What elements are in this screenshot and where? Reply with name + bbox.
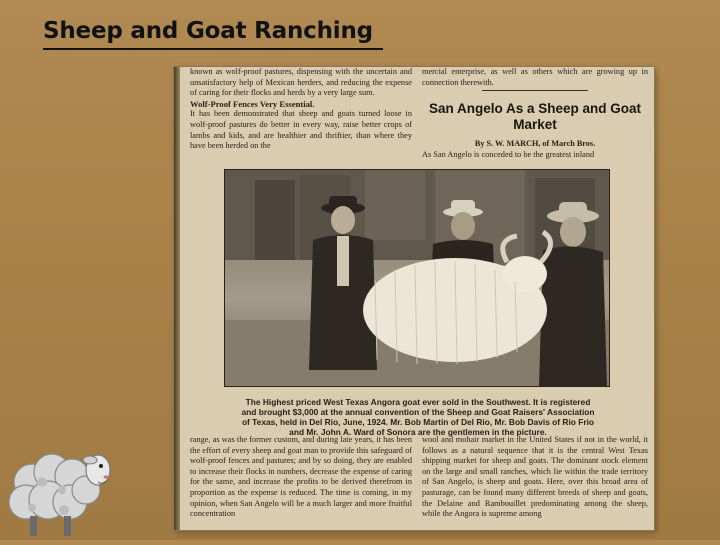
paragraph-wool-mohair-market: wool and mohair market in the United States if not in the world, it follows as a natural sequence that it is the central West Texas shipping market for sheep and goats. The dominant stock element on the large and small ranches, which lie within the trade territory of San Angelo, is sheep and goats. Here, over this broad area of pasturage, can be found many different breeds of sheep and goats, the Delaine and Rambouillet predominating among the sheep, while the Angora is supreme among [422, 435, 648, 519]
paragraph-mercial-enterprise: mercial enterprise, as well as others which are growing up in connection therewith. [422, 67, 648, 87]
newspaper-clipping [174, 67, 654, 530]
sheep-icon [2, 430, 120, 540]
title-underline [43, 48, 383, 50]
article-left-column-top [190, 67, 412, 152]
subheading-wolf-proof-fences: Wolf-Proof Fences Very Essential. [190, 98, 315, 109]
article-byline: By S. W. MARCH, of March Bros. [474, 139, 596, 149]
paragraph-range-custom: range, as was the former custom, and during late years, it has been the effort of every sheep and goat man to provide this safeguard of wolf-proof fences and pastures; and by so doing, they are enabled to increase their flocks in numbers, decrease the expense of caring for the same, and increase the profits to be derived therefrom in proportion as the expense is reduced. The time is coming, in my opinion, when San Angelo will be a much larger and more fruitful concentration [190, 435, 412, 519]
scan-edge [174, 67, 180, 530]
photo-scene [225, 170, 609, 386]
article-right-column-top [422, 67, 648, 160]
slide-title: Sheep and Goat Ranching [43, 18, 373, 44]
divider-rule [482, 90, 588, 91]
photo-caption: The Highest priced West Texas Angora goat ever sold in the Southwest. It is registered and brought $3,000 at the annual convention of the Sheep and Goat Raisers' Association of Texas, held in Del Rio, June, 1924. Mr. Bob Martin of Del Rio, Mr. Bob Davis of Rio Frio and Mr. John A. Ward of Sonora are the gentlemen in the picture. [241, 397, 595, 437]
article-headline: San Angelo As a Sheep and Goat Market [428, 101, 642, 133]
paragraph-wolf-proof-pastures: known as wolf-proof pastures, dispensing with the uncertain and unsatisfactory help of Mexican herders, and reducing the expense of caring for their flocks and herds by a very large sum. [190, 67, 412, 98]
paragraph-san-angelo-conceded: As San Angelo is conceded to be the greatest inland [422, 149, 595, 159]
sheep-clipart [2, 430, 120, 540]
article-left-column-bottom [190, 435, 412, 520]
angora-goat-photo [224, 169, 610, 387]
paragraph-demonstrated: It has been demonstrated that sheep and goats turned loose in wolf-proof pastures do better in every way, raise better crops of lambs and kids, and are healthier and thriftier, than where they have been herded on the [190, 109, 412, 151]
article-right-column-bottom [422, 435, 648, 520]
